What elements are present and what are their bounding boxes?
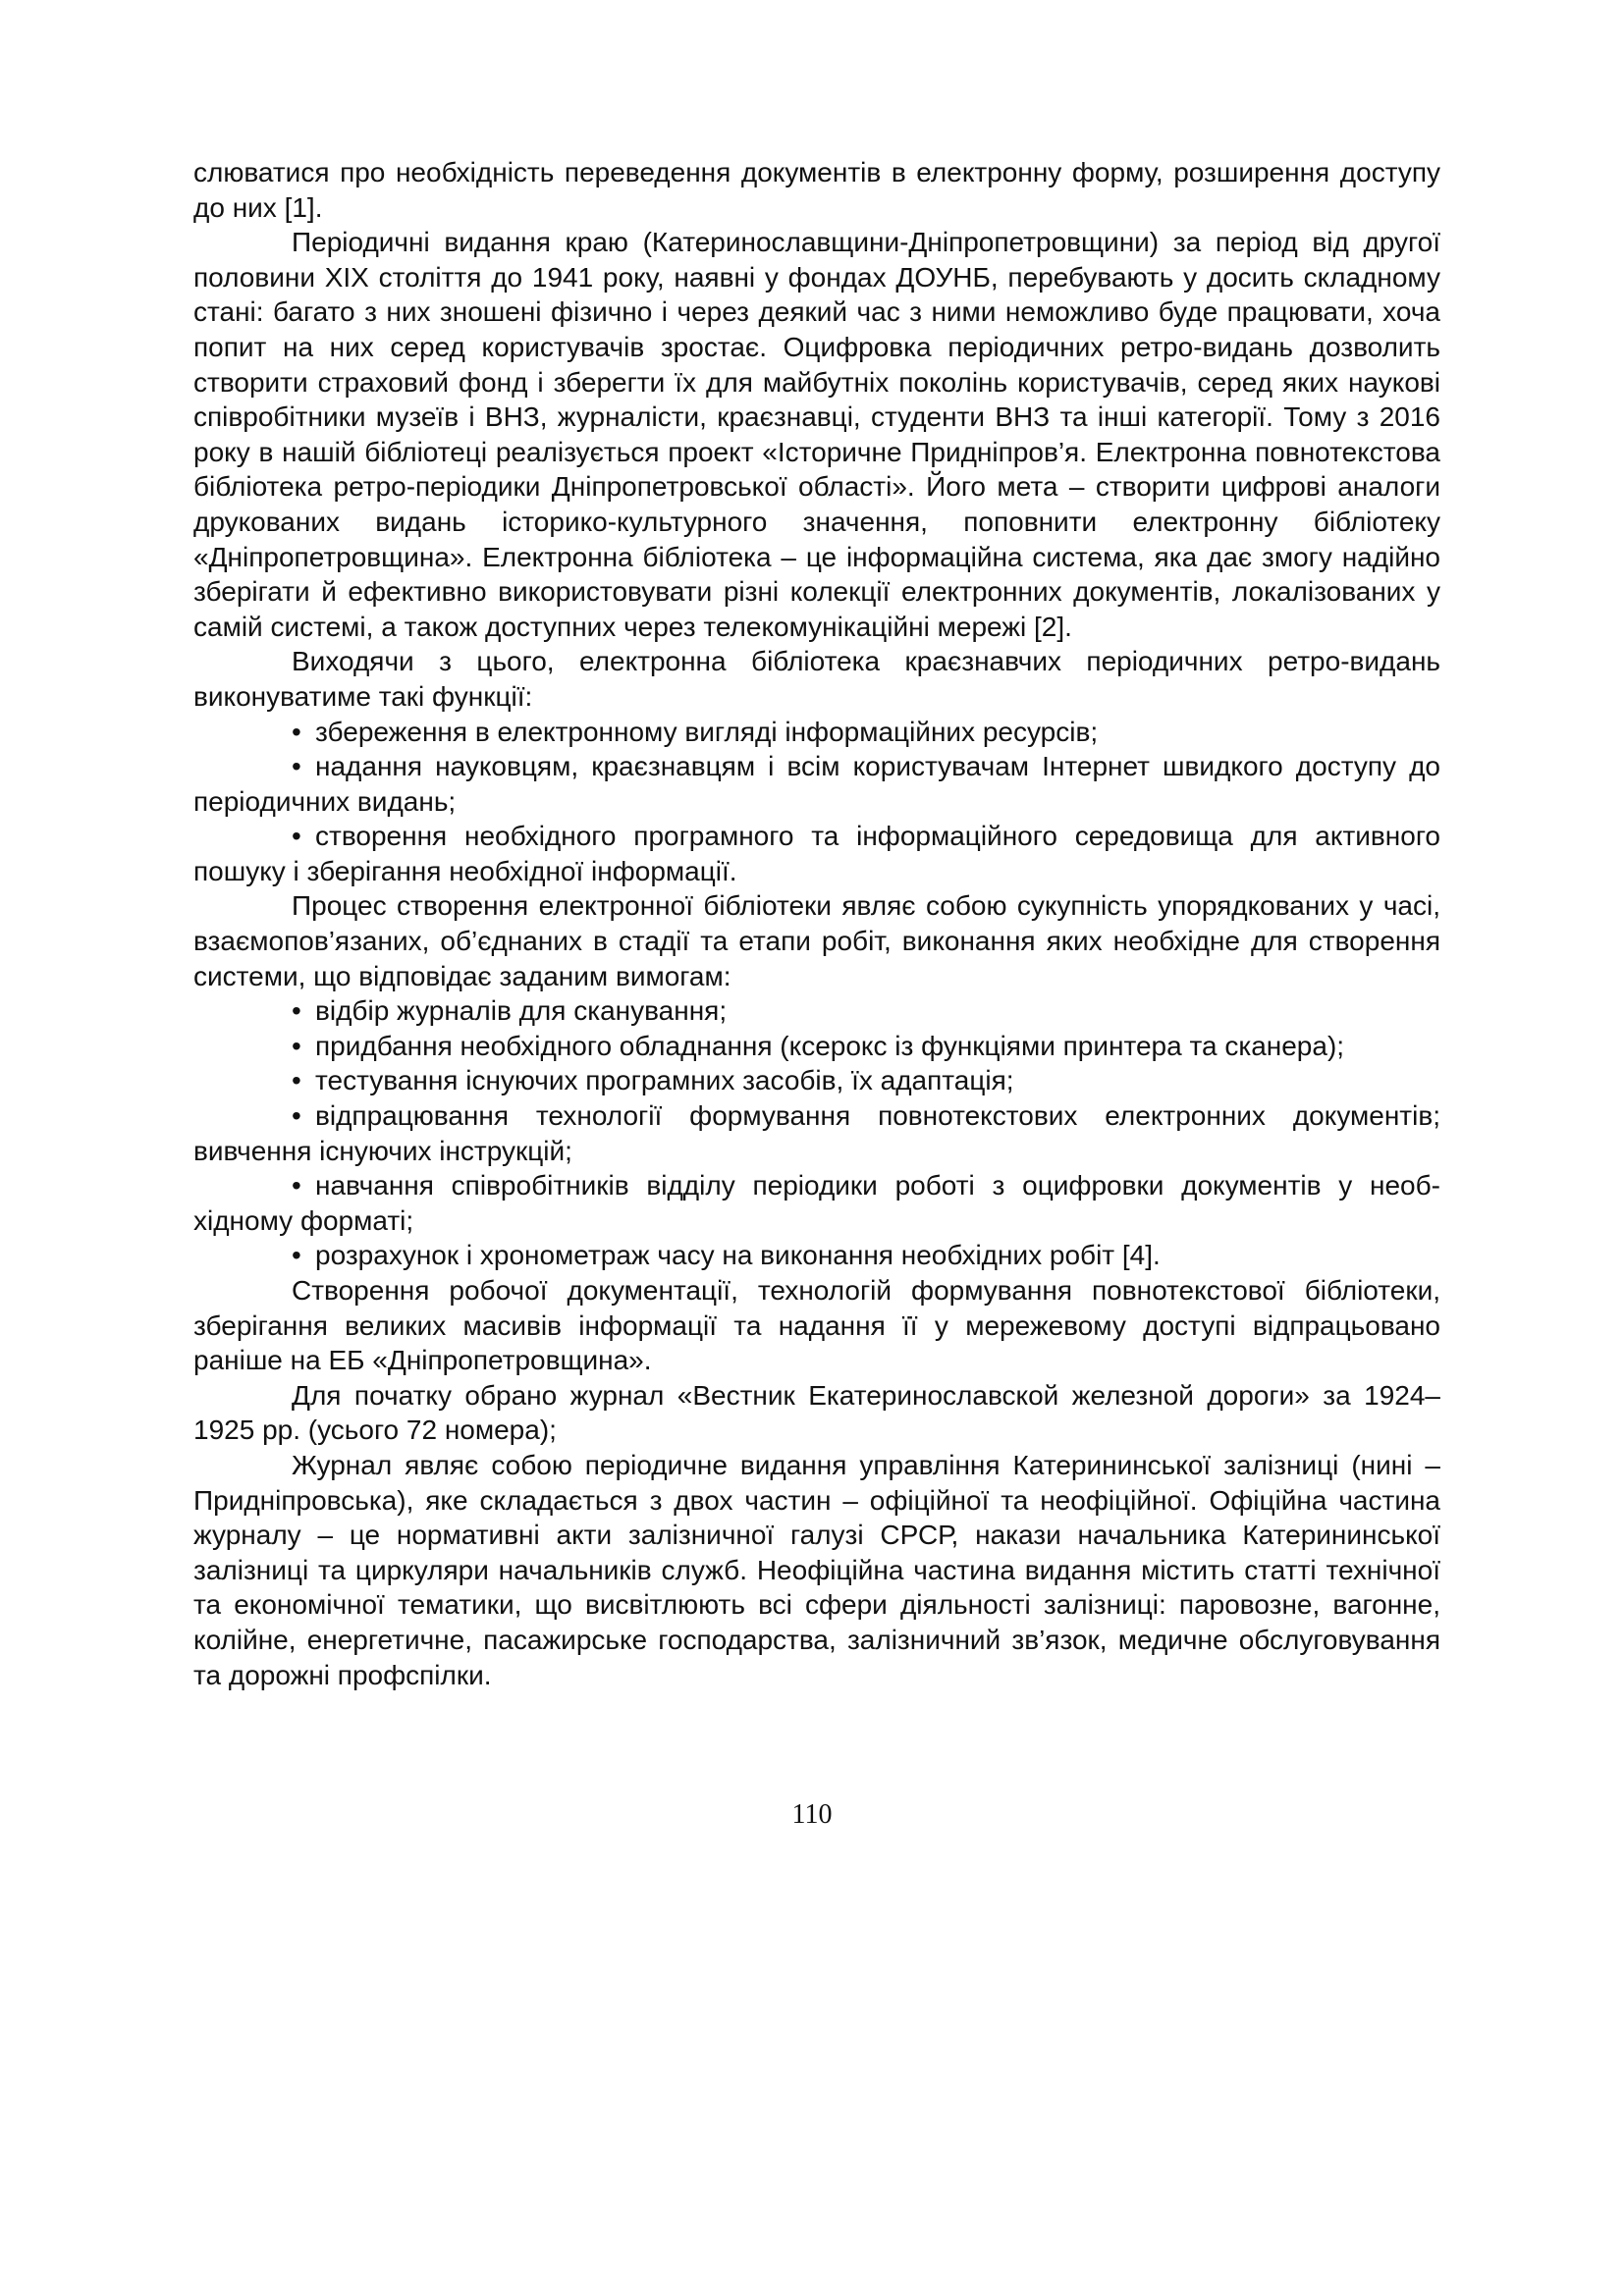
bullet-icon: • [292, 716, 301, 747]
list-item [193, 1238, 1440, 1273]
list-item-text: відбір журналів для сканування; [315, 995, 728, 1027]
list-item-text: тестування існуючих програмних засобів, їх адаптація; [315, 1065, 1014, 1096]
list-item [193, 1029, 1440, 1064]
functions-list [193, 715, 1440, 889]
bullet-icon: • [292, 821, 301, 852]
list-item [193, 819, 1440, 888]
page-number: 110 [791, 1799, 833, 1830]
list-item-text: надання науковцям, краєзнавцям і всім користувачам Інтернет швидкого доступу до періодичних видань; [193, 751, 1440, 817]
process-list [193, 993, 1440, 1273]
bullet-icon: • [292, 1240, 301, 1271]
paragraph-documentation: Створення робочої документації, технологій формування повнотекстової бібліотеки, зберігання великих масивів інформації та надання її у мережевому доступі відпрацьовано раніше на ЕБ «Дніпропетровщина». [193, 1275, 1440, 1376]
list-item-text: придбання необхідного обладнання (ксерокс із функціями принтера та сканера); [315, 1030, 1345, 1061]
list-item-text: навчання співробітників відділу періодики роботі з оцифровки документів у необхідному форматі; [193, 1170, 1440, 1236]
bullet-icon: • [292, 751, 301, 782]
bullet-icon: • [292, 1170, 301, 1201]
list-item [193, 715, 1440, 750]
list-item [193, 1098, 1440, 1168]
list-item [193, 1063, 1440, 1098]
paragraph-functions-intro: Виходячи з цього, електронна бібліотека краєзнавчих періодичних ретро-видань виконуватиме такі функції: [193, 646, 1440, 712]
bullet-icon: • [292, 1030, 301, 1061]
list-item-text: збереження в електронному вигляді інформаційних ресурсів; [315, 716, 1099, 747]
paragraph-journal-description: Журнал являє собою періодичне видання управління Катерининської залізниці (нині – Придніпровська), яке складається з двох частин – офіційної та неофіційної. Офіційна частина журналу – це нормативні акти залізничної галузі СРСР, накази начальника Катерининської залізниці та циркуляри начальників служб. Неофіційна частина видання містить статті технічної та економічної тематики, що висвітлюють всі сфери діяльності залізниці: паровозне, вагонне, колійне, енергетичне, пасажирське господарства, залізничний зв’язок, медичне обслуговування та дорожні профспілки. [193, 1449, 1440, 1690]
paragraph-process: Процес створення електронної бібліотеки являє собою сукупність упорядкованих у часі, взаємопов’язаних, об’єднаних в стадії та етапи робіт, виконання яких необхідне для створення системи, що відповідає заданим вимогам: [193, 890, 1440, 991]
paragraph-periodicals: Періодичні видання краю (Катеринославщини-Дніпропетровщини) за період від другої половини ХІХ століття до 1941 року, наявні у фондах ДОУНБ, перебувають у досить складному стані: багато з них зношені фізично і через деякий час з ними неможливо буде працювати, хоча попит на них серед користувачів зростає. Оцифровка періодичних ретро-видань дозволить створити страховий фонд і зберегти їх для майбутніх поколінь користувачів, серед яких наукові співробітники музеїв і ВНЗ, журналісти, краєзнавці, студенти ВНЗ та інші категорії. Тому з 2016 року в нашій бібліотеці реалізується проект «Історичне Придніпров’я. Електронна повнотекстова бібліотека ретро-періодики Дніпропетровської області». Його мета – створити цифрові аналоги друкованих видань історико-культурного значення, поповнити електронну бібліотеку «Дніпропетровщина». Електронна бібліотека – це інформаційна система, яка дає змогу надійно зберігати й ефективно використовувати різні колекції електронних документів, локалізованих у самій системі, а також доступних через телекомунікаційні мережі [2]. [193, 227, 1440, 642]
list-item-text: створення необхідного програмного та інформаційного середовища для активного пошуку і зберігання необхідної інформації. [193, 821, 1440, 886]
body-text [193, 155, 1440, 1692]
list-item-text: розрахунок і хронометраж часу на виконання необхідних робіт [4]. [315, 1240, 1161, 1271]
bullet-icon: • [292, 1100, 301, 1132]
list-item-text: відпрацювання технології формування повнотекстових електронних документів; вивчення існуючих інструкцій; [193, 1100, 1440, 1166]
list-item [193, 1168, 1440, 1238]
paragraph-journal-choice: Для початку обрано журнал «Вестник Екатеринославской железной дороги» за 1924–1925 рр. (усього 72 номера); [193, 1379, 1440, 1446]
list-item [193, 993, 1440, 1029]
paragraph-continuation: слюватися про необхідність переведення документів в електронну форму, розширення доступу до них [1]. [193, 157, 1440, 223]
list-item [193, 749, 1440, 819]
bullet-icon: • [292, 1065, 301, 1096]
bullet-icon: • [292, 995, 301, 1027]
